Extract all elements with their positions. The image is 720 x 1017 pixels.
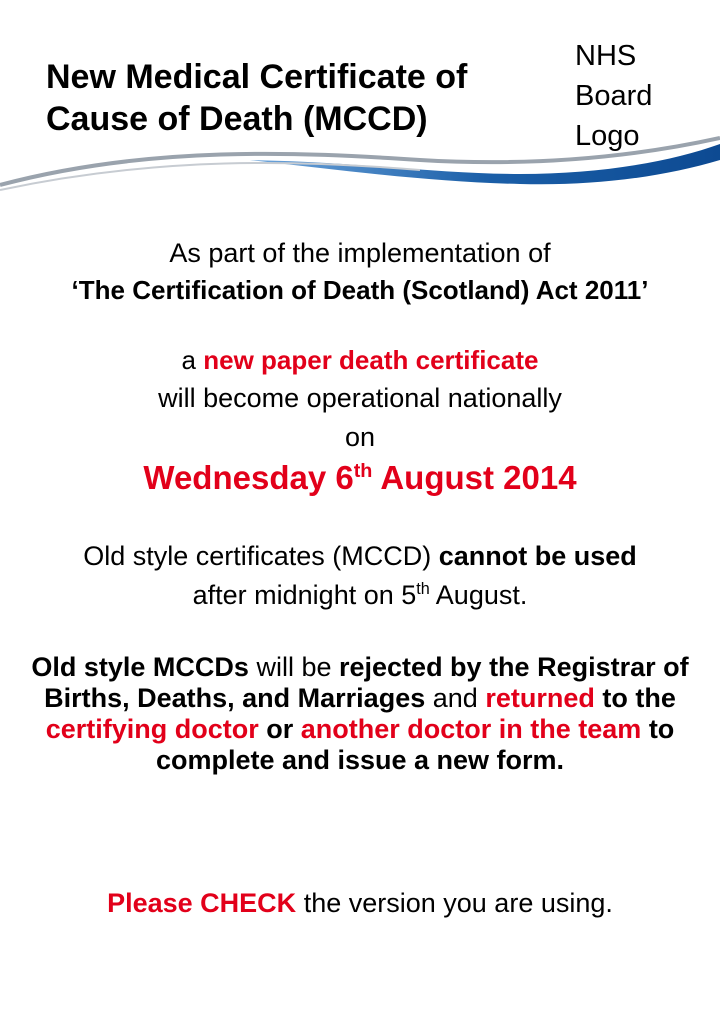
launch-date <box>30 456 690 500</box>
rejection-s8: or <box>266 714 294 744</box>
rejection-s5: returned <box>485 683 595 713</box>
midnight-ordinal: th <box>416 580 430 598</box>
logo-line-1: NHS <box>575 40 637 72</box>
please-check-highlight: Please CHECK <box>107 888 297 918</box>
intro-line: As part of the implementation of <box>169 238 551 268</box>
rejection-s6: to the <box>602 683 676 713</box>
rejection-s4: and <box>432 683 478 713</box>
midnight-suffix: August. <box>435 580 528 610</box>
rejection-s9: another doctor in the team <box>300 714 642 744</box>
operational-line: will become operational nationally <box>158 383 562 413</box>
closing-line <box>30 884 690 922</box>
act-name: ‘The Certification of Death (Scotland) Act 2011’ <box>71 275 649 305</box>
header-swoosh-decoration <box>0 130 720 200</box>
old-style-prefix: Old style certificates (MCCD) <box>83 541 432 571</box>
rejection-s1: Old style MCCDs <box>31 652 249 682</box>
new-paper-certificate-highlight: new paper death certificate <box>203 345 539 375</box>
new-certificate-line <box>30 343 690 377</box>
midnight-prefix: after midnight on 5 <box>192 580 417 610</box>
old-style-notice-line-2 <box>30 576 690 614</box>
launch-date-ordinal: th <box>353 460 373 482</box>
launch-date-part-2: August 2014 <box>380 459 577 496</box>
rejection-s3: rejected by the Registrar of Births, Deaths, and Marriages <box>44 652 689 713</box>
closing-rest: the version you are using. <box>303 888 613 918</box>
article-a: a <box>181 345 196 375</box>
launch-date-part-1: Wednesday 6 <box>143 459 354 496</box>
on-line: on <box>344 422 376 452</box>
rejection-notice <box>30 652 690 776</box>
rejection-s7: certifying doctor <box>45 714 259 744</box>
logo-line-2: Board <box>575 80 653 112</box>
title-line-1: New Medical Certificate of <box>46 58 468 96</box>
logo-line-3: Logo <box>575 120 640 152</box>
rejection-s10: to complete and issue a new form. <box>155 714 675 775</box>
title-line-2: Cause of Death (MCCD) <box>46 100 428 138</box>
cannot-be-used-emphasis: cannot be used <box>438 541 637 571</box>
rejection-s2: will be <box>256 652 332 682</box>
page-title <box>46 56 556 140</box>
old-style-notice-line-1 <box>30 537 690 575</box>
